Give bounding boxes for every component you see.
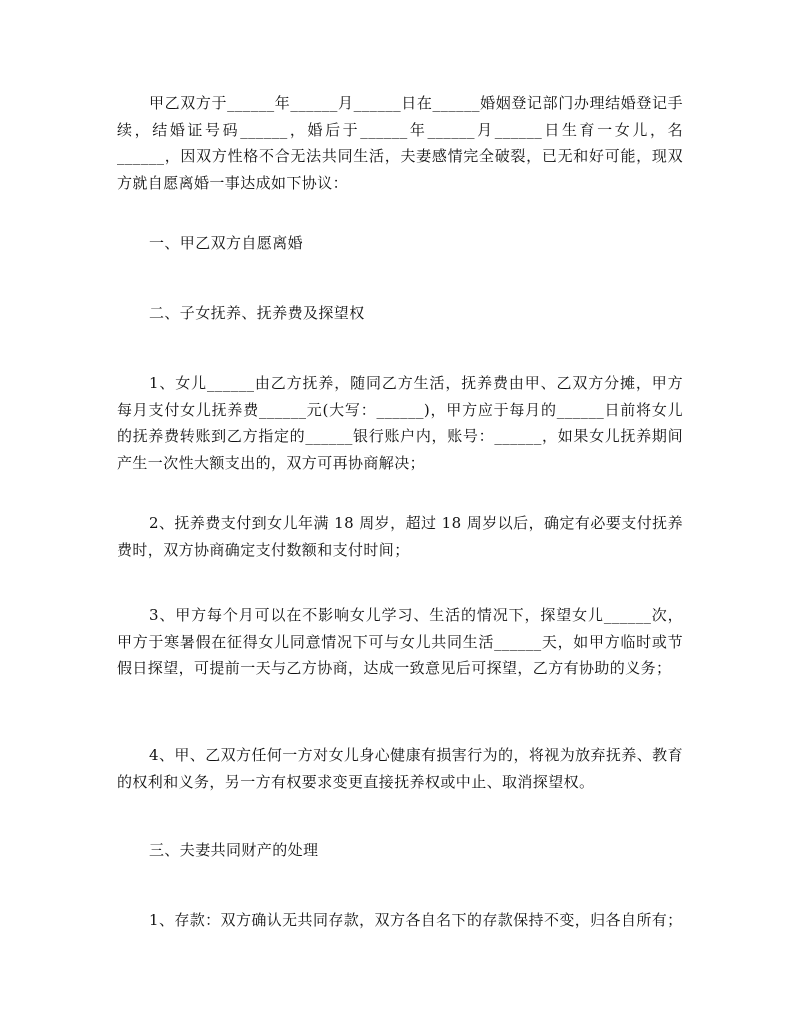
section-heading-1: 一、甲乙双方自愿离婚 (149, 234, 304, 252)
clause-3-1: 1、存款：双方确认无共同存款，双方各自名下的存款保持不变，归各自所有； (149, 911, 683, 929)
clause-2-3: 3、甲方每个月可以在不影响女儿学习、生活的情况下，探望女儿______次，甲方于寒暑假在征得女儿同意情况下可与女儿共同生活______天，如甲方临时或节假日探望，可提前一天与乙方协商，达成一致意见后可探望，乙方有协助的义务； (117, 606, 683, 677)
section-heading-2: 二、子女抚养、抚养费及探望权 (149, 304, 365, 322)
clause-2-4: 4、甲、乙双方任何一方对女儿身心健康有损害行为的，将视为放弃抚养、教育的权利和义务，另一方有权要求变更直接抚养权或中止、取消探望权。 (117, 746, 683, 791)
clause-2-2: 2、抚养费支付到女儿年满 18 周岁，超过 18 周岁以后，确定有必要支付抚养费时，双方协商确定支付数额和支付时间； (117, 514, 683, 559)
section-heading-3: 三、夫妻共同财产的处理 (149, 841, 319, 859)
clause-2-1: 1、女儿______由乙方抚养，随同乙方生活，抚养费由甲、乙双方分摊，甲方每月支付女儿抚养费______元(大写：______)，甲方应于每月的______日前将女儿的抚养费转账到乙方指定的______银行账户内，账号：______，如果女儿抚养期间产生一次性大额支出的，双方可再协商解决； (117, 374, 683, 472)
intro-paragraph: 甲乙双方于______年______月______日在______婚姻登记部门办理结婚登记手续，结婚证号码______，婚后于______年______月______日生育一女儿，名______，因双方性格不合无法共同生活，夫妻感情完全破裂，已无和好可能，现双方就自愿离婚一事达成如下协议： (117, 94, 683, 192)
